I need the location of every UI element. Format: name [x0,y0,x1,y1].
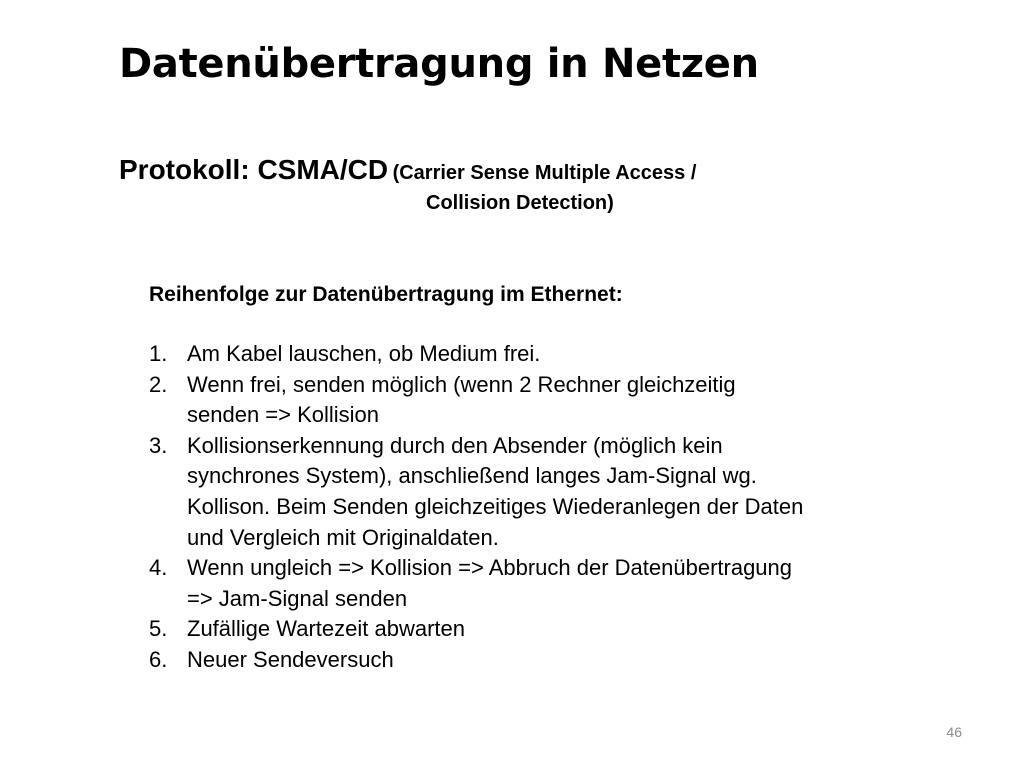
step-item [149,614,929,645]
protocol-expansion-line1: (Carrier Sense Multiple Access / [392,162,697,184]
step-number: 3. [149,432,168,458]
step-text-line: Neuer Sendeversuch [187,646,394,672]
step-number: 4. [149,555,168,581]
step-text-line: und Vergleich mit Originaldaten. [187,524,499,550]
step-number: 1. [149,341,168,366]
step-item [149,370,929,431]
step-item [149,431,929,553]
step-text-line: senden => Kollision [187,402,380,428]
step-number: 5. [149,616,168,642]
step-text-line: Am Kabel lauschen, ob Medium frei. [187,341,541,366]
protocol-expansion-line2: Collision Detection) [426,192,614,214]
step-item [149,339,929,370]
steps-list [149,339,929,676]
step-item [149,645,929,676]
protocol-subtitle [119,150,696,193]
step-text-line: Kollisionserkennung durch den Absender (möglich kein [187,432,723,458]
page-number: 46 [946,724,962,740]
step-text-line: => Jam-Signal senden [187,585,408,611]
step-text-line: synchrones System), anschließend langes Jam-Signal wg. [187,463,757,489]
step-number: 2. [149,371,168,397]
step-item [149,553,929,614]
step-text-line: Zufällige Wartezeit abwarten [187,616,465,642]
step-text-line: Wenn frei, senden möglich (wenn 2 Rechner gleichzeitig [187,371,736,397]
step-number: 6. [149,646,168,672]
step-text-line: Wenn ungleich => Kollision => Abbruch der Datenübertragung [187,555,793,581]
slide-title: Datenübertragung in Netzen [119,41,759,87]
step-text-line: Kollison. Beim Senden gleichzeitiges Wiederanlegen der Daten [187,493,804,519]
section-heading: Reihenfolge zur Datenübertragung im Ethernet: [149,283,623,306]
protocol-name: Protokoll: CSMA/CD [119,154,389,185]
